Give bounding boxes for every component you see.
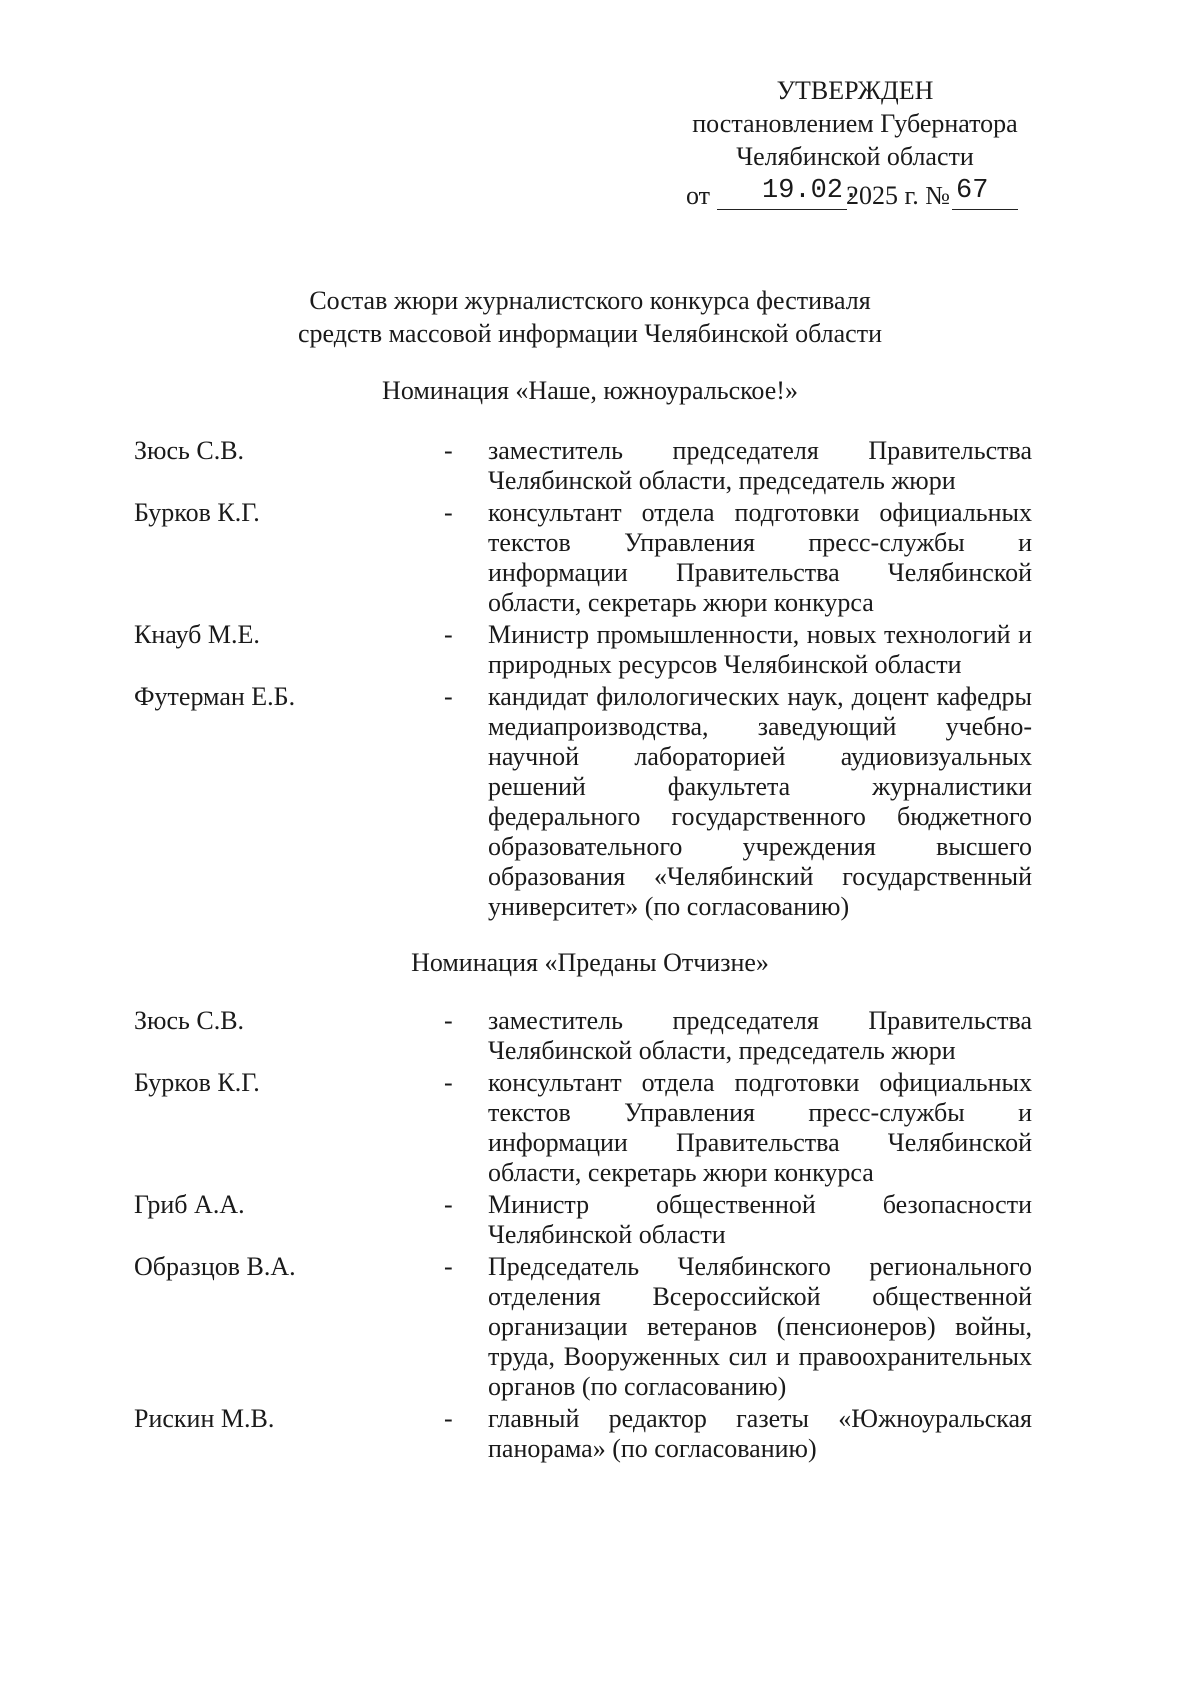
member-description: Министр общественной безопасности Челябинской области (488, 1190, 1032, 1249)
member-row (134, 498, 1034, 618)
title-line-2: средств массовой информации Челябинской области (298, 319, 882, 348)
approval-number: 67 (956, 176, 989, 206)
member-description: заместитель председателя Правительства Челябинской области, председатель жюри (488, 436, 1032, 495)
member-row (134, 1404, 1034, 1464)
member-name: Зюсь С.В. (134, 436, 245, 465)
member-description: консультант отдела подготовки официальных текстов Управления пресс-службы и информации Правительства Челябинской области, секретарь жюри конкурса (488, 498, 1032, 617)
member-name: Футерман Е.Б. (134, 682, 296, 711)
member-description: Председатель Челябинского регионального отделения Всероссийской общественной организации ветеранов (пенсионеров) войны, труда, Вооруженных сил и правоохранительных органов (по согласованию) (488, 1252, 1032, 1401)
member-dash: - (444, 1190, 453, 1219)
title-line-1: Состав жюри журналистского конкурса фестиваля (309, 286, 871, 315)
member-list (134, 436, 1034, 924)
nomination-heading: Номинация «Преданы Отчизне» (411, 948, 769, 977)
member-dash: - (444, 436, 453, 465)
member-dash: - (444, 1252, 453, 1281)
member-description: консультант отдела подготовки официальных текстов Управления пресс-службы и информации Правительства Челябинской области, секретарь жюри конкурса (488, 1068, 1032, 1187)
member-dash: - (444, 498, 453, 527)
approved-region: Челябинской области (736, 142, 974, 171)
member-row (134, 436, 1034, 496)
member-dash: - (444, 682, 453, 711)
member-dash: - (444, 1068, 453, 1097)
approval-stamp (686, 74, 1020, 211)
member-row (134, 1252, 1034, 1402)
member-row (134, 682, 1034, 922)
member-name: Кнауб М.Е. (134, 620, 260, 649)
member-description: заместитель председателя Правительства Челябинской области, председатель жюри (488, 1006, 1032, 1065)
member-name: Гриб А.А. (134, 1190, 245, 1219)
member-name: Бурков К.Г. (134, 1068, 260, 1097)
from-label: от (686, 181, 711, 210)
member-name: Образцов В.А. (134, 1252, 296, 1281)
member-row (134, 620, 1034, 680)
member-name: Зюсь С.В. (134, 1006, 245, 1035)
member-dash: - (444, 1006, 453, 1035)
member-description: главный редактор газеты «Южноуральская панорама» (по согласованию) (488, 1404, 1032, 1463)
member-row (134, 1190, 1034, 1250)
approval-dateline (686, 175, 1020, 211)
member-list (134, 1006, 1034, 1466)
member-dash: - (444, 1404, 453, 1433)
document-title (150, 284, 1030, 350)
approval-year: 2025 г. № (846, 181, 951, 210)
member-name: Бурков К.Г. (134, 498, 260, 527)
member-description: кандидат филологических наук, доцент кафедры медиапроизводства, заведующий учебно-научной лабораторией аудиовизуальных решений факультета журналистики федерального государственного бюджетного образовательного учреждения высшего образования «Челябинский государственный университет» (по согласованию) (488, 682, 1032, 921)
member-dash: - (444, 620, 453, 649)
approved-label: УТВЕРЖДЕН (776, 76, 934, 105)
member-description: Министр промышленности, новых технологий и природных ресурсов Челябинской области (488, 620, 1032, 679)
approval-date: 19.02. (762, 176, 860, 206)
member-row (134, 1006, 1034, 1066)
member-row (134, 1068, 1034, 1188)
nomination-heading: Номинация «Наше, южноуральское!» (382, 376, 798, 405)
approved-by: постановлением Губернатора (692, 109, 1018, 138)
member-name: Рискин М.В. (134, 1404, 275, 1433)
